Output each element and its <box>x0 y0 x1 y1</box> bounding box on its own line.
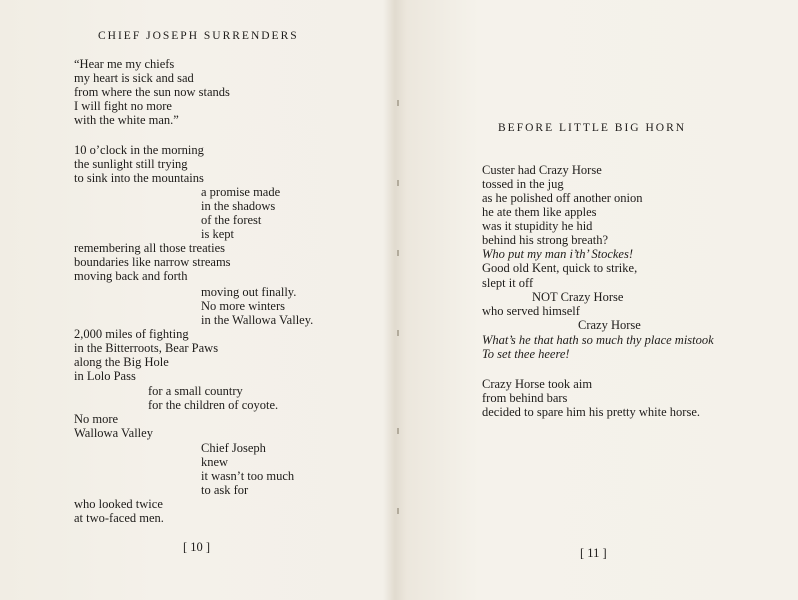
poem-line: knew <box>201 455 229 469</box>
spine-mark <box>397 428 399 434</box>
right-page <box>400 0 798 600</box>
poem-line: of the forest <box>201 213 262 227</box>
left-page-title: CHIEF JOSEPH SURRENDERS <box>98 30 299 42</box>
poem-line: “Hear me my chiefs <box>74 57 175 71</box>
poem-line: a promise made <box>201 185 281 199</box>
poem-line: Crazy Horse <box>578 318 641 332</box>
poem-line: is kept <box>201 227 234 241</box>
poem-line: remembering all those treaties <box>74 241 225 255</box>
poem-line: Wallowa Valley <box>74 426 153 440</box>
poem-line: the sunlight still trying <box>74 157 188 171</box>
poem-line: for the children of coyote. <box>148 398 279 412</box>
poem-line: to ask for <box>201 483 249 497</box>
poem-line: my heart is sick and sad <box>74 71 194 85</box>
poem-line: from where the sun now stands <box>74 85 230 99</box>
poem-line: What’s he that hath so much thy place mistook <box>482 333 714 347</box>
left-page-number: [ 10 ] <box>183 540 211 554</box>
right-page-number: [ 11 ] <box>580 546 607 560</box>
poem-line: behind his strong breath? <box>482 233 609 247</box>
poem-line: 2,000 miles of fighting <box>74 327 189 341</box>
poem-line: NOT Crazy Horse <box>532 290 624 304</box>
spine-mark <box>397 250 399 256</box>
poem-line: decided to spare him his pretty white horse. <box>482 405 700 419</box>
poem-line: tossed in the jug <box>482 177 564 191</box>
poem-line: in Lolo Pass <box>74 369 136 383</box>
spine-mark <box>397 330 399 336</box>
poem-line: along the Big Hole <box>74 355 169 369</box>
poem-line: Custer had Crazy Horse <box>482 163 602 177</box>
poem-line: moving back and forth <box>74 269 188 283</box>
poem-line: he ate them like apples <box>482 205 597 219</box>
poem-line: To set thee heere! <box>482 347 570 361</box>
poem-line: Who put my man i’th’ Stockes! <box>482 247 634 261</box>
poem-line: for a small country <box>148 384 243 398</box>
poem-line: from behind bars <box>482 391 568 405</box>
poem-line: No more <box>74 412 119 426</box>
spine-mark <box>397 180 399 186</box>
left-page <box>0 0 398 600</box>
poem-line: at two-faced men. <box>74 511 164 525</box>
poem-line: was it stupidity he hid <box>482 219 593 233</box>
poem-line: with the white man.” <box>74 113 179 127</box>
poem-line: Chief Joseph <box>201 441 266 455</box>
poem-line: moving out finally. <box>201 285 297 299</box>
poem-line: I will fight no more <box>74 99 172 113</box>
poem-line: in the Wallowa Valley. <box>201 313 314 327</box>
poem-line: Good old Kent, quick to strike, <box>482 261 638 275</box>
poem-line: it wasn’t too much <box>201 469 295 483</box>
poem-line: Crazy Horse took aim <box>482 377 593 391</box>
spine-mark <box>397 508 399 514</box>
poem-line: No more winters <box>201 299 286 313</box>
poem-line: boundaries like narrow streams <box>74 255 231 269</box>
poem-line: who served himself <box>482 304 580 318</box>
poem-line: in the Bitterroots, Bear Paws <box>74 341 219 355</box>
poem-line: slept it off <box>482 276 534 290</box>
right-page-title: BEFORE LITTLE BIG HORN <box>498 122 687 134</box>
poem-line: in the shadows <box>201 199 276 213</box>
poem-line: 10 o’clock in the morning <box>74 143 204 157</box>
poem-line: who looked twice <box>74 497 163 511</box>
poem-line: as he polished off another onion <box>482 191 643 205</box>
spine-mark <box>397 100 399 106</box>
poem-line: to sink into the mountains <box>74 171 204 185</box>
